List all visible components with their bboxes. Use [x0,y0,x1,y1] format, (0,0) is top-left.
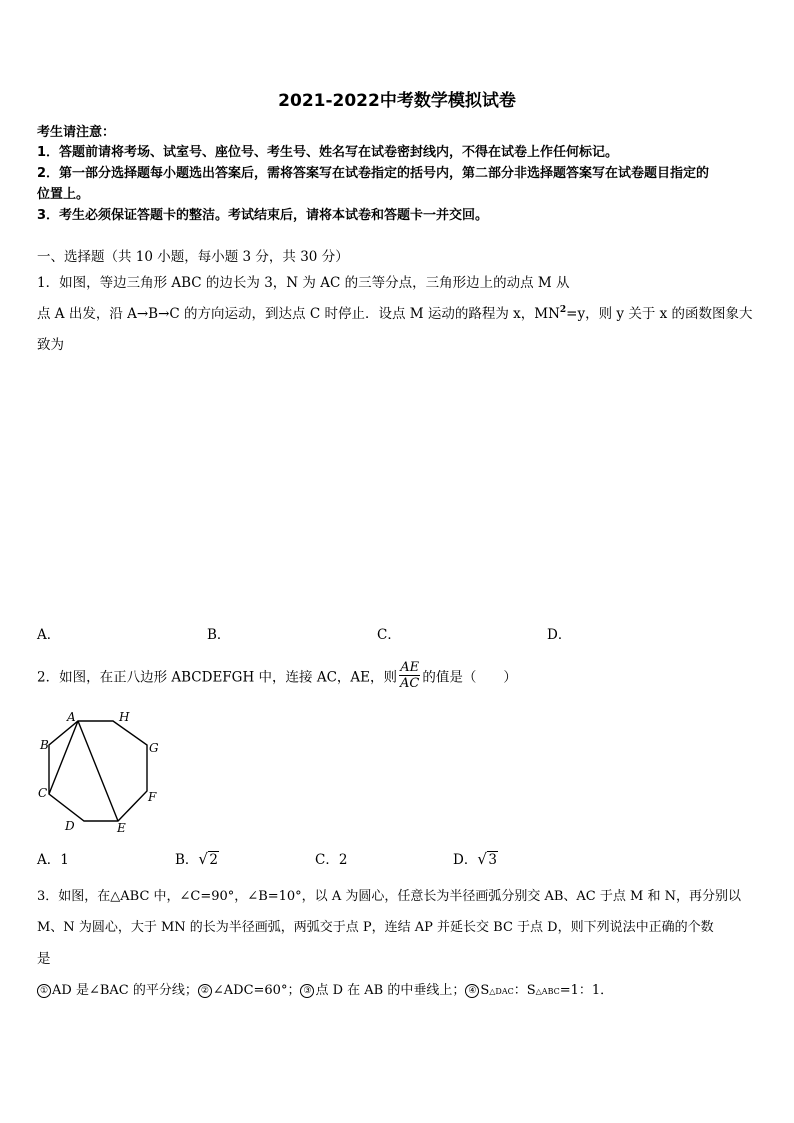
q2-stem: 2．如图，在正八边形 ABCDEFGH 中，连接 AC，AE，则 $\frac{AE}{AC}$ 的值是（ ） [37,660,517,691]
section-heading-choice: 一、选择题（共 10 小题，每小题 3 分，共 30 分） [37,249,349,265]
segment-ac [49,721,78,794]
q3-statements: ① AD 是∠BAC 的平分线； ② ∠ADC=60°； ③ 点 D 在 AB 的中垂线上； ④ S△DAC：S△ABC=1：1． [37,979,613,998]
q2-option-d: D． √ 3 [453,850,497,868]
notice-item-1: 1．答题前请将考场、试室号、座位号、考生号、姓名写在试卷密封线内，不得在试卷上作任何标记。 [37,145,619,160]
notice-item-2: 2．第一部分选择题每小题选出答案后，需将答案写在试卷指定的括号内，第二部分非选择题答案写在试卷题目指定的 [37,166,710,181]
vertex-label-c: C [38,786,48,800]
vertex-label-h: H [119,710,130,724]
circled-number-1: ① [37,984,51,998]
notice-item-2-cont: 位置上。 [37,187,90,202]
q3-line-1: 3．如图，在△ABC 中，∠C=90°，∠B=10°，以 A 为圆心，任意长为半径画弧分别交 AB、AC 于点 M 和 N，再分别以 [37,889,741,904]
vertex-label-a: A [67,710,76,724]
q2-option-c: C．2 [315,852,348,868]
page-title: 2021-2022中考数学模拟试卷 [278,91,516,111]
notice-heading: 考生请注意： [37,125,116,140]
octagon-figure [30,705,165,840]
q1-line-3: 致为 [37,337,64,353]
notice-item-3: 3．考生必须保证答题卡的整洁。考试结束后，请将本试卷和答题卡一并交回。 [37,208,489,223]
vertex-label-e: E [117,821,126,835]
circled-number-2: ② [198,984,212,998]
vertex-label-d: D [65,819,75,833]
q1-option-b: B． [207,627,231,643]
q1-superscript: 2 [559,305,567,315]
sqrt-3: √ 3 [477,850,497,868]
vertex-label-g: G [149,741,159,755]
q1-line-2: 点 A 出发，沿 A→B→C 的方向运动，到达点 C 时停止．设点 M 运动的路程为 x，$MN^2=y$，则 y 关于 x 的函数图象大 [37,305,753,322]
q1-option-a: A． [37,627,61,643]
vertex-label-b: B [40,738,49,752]
circled-number-3: ③ [300,984,314,998]
q3-line-3: 是 [37,951,51,967]
q2-option-a: A．1 [37,852,69,868]
q1-option-c: C． [377,627,401,643]
sqrt-2: √ 2 [198,850,219,868]
q1-option-d: D． [547,627,572,643]
segment-ae [78,721,118,821]
q1-line-1: 1．如图，等边三角形 ABC 的边长为 3，N 为 AC 的三等分点，三角形边上的动点 M 从 [37,275,570,291]
vertex-label-f: F [148,790,157,804]
q2-fraction: $\frac{AE}{AC}$ [400,660,420,691]
circled-number-4: ④ [465,984,479,998]
q3-line-2: M、N 为圆心，大于 MN 的长为半径画弧，两弧交于点 P，连结 AP 并延长交 BC 于点 D，则下列说法中正确的个数 [37,920,714,935]
q2-option-b: B． √ 2 [175,850,219,868]
